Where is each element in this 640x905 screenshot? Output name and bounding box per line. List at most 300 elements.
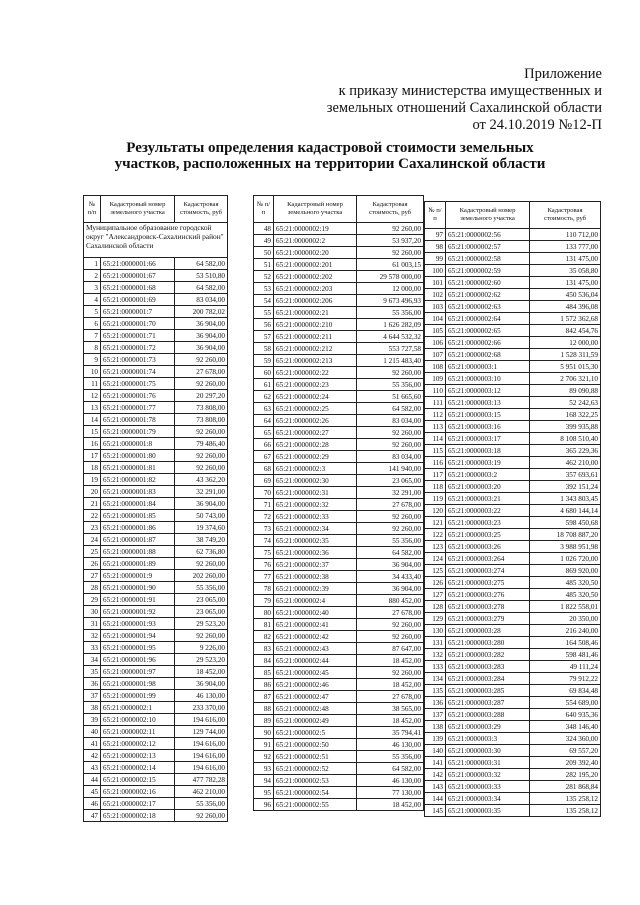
table-row xyxy=(254,271,424,283)
cadastral-value: 36 904,00 xyxy=(175,342,228,354)
cadastral-number: 65:21:0000002:203 xyxy=(274,283,357,295)
cadastral-value: 77 130,00 xyxy=(357,787,424,799)
table-row xyxy=(84,282,228,294)
row-number: 6 xyxy=(84,318,101,330)
row-number: 55 xyxy=(254,307,274,319)
cadastral-number: 65:21:0000002:65 xyxy=(446,325,530,337)
table-row xyxy=(254,283,424,295)
row-number: 71 xyxy=(254,499,274,511)
cadastral-number: 65:21:0000001:85 xyxy=(101,510,175,522)
cadastral-number: 65:21:0000003:285 xyxy=(446,685,530,697)
cadastral-value: 50 743,00 xyxy=(175,510,228,522)
order-appendix-header xyxy=(327,66,602,134)
row-number: 47 xyxy=(84,810,101,822)
cadastral-value: 32 291,00 xyxy=(175,486,228,498)
row-number: 107 xyxy=(425,349,446,361)
cadastral-number: 65:21:0000002:35 xyxy=(274,535,357,547)
cadastral-value: 392 151,24 xyxy=(530,481,601,493)
cadastral-value: 553 727,58 xyxy=(357,343,424,355)
cadastral-number: 65:21:0000003:31 xyxy=(446,757,530,769)
cadastral-value: 129 744,00 xyxy=(175,726,228,738)
row-number: 10 xyxy=(84,366,101,378)
row-number: 32 xyxy=(84,630,101,642)
row-number: 56 xyxy=(254,319,274,331)
row-number: 88 xyxy=(254,703,274,715)
cadastral-value: 27 678,00 xyxy=(357,499,424,511)
row-number: 75 xyxy=(254,547,274,559)
row-number: 121 xyxy=(425,517,446,529)
table-row xyxy=(425,265,601,277)
cadastral-value: 18 452,00 xyxy=(357,655,424,667)
cadastral-value: 53 937,20 xyxy=(357,235,424,247)
table-row xyxy=(254,583,424,595)
cadastral-number: 65:21:0000002:48 xyxy=(274,703,357,715)
cadastral-value: 462 210,00 xyxy=(175,786,228,798)
table-row xyxy=(84,546,228,558)
cadastral-number: 65:21:0000002:58 xyxy=(446,253,530,265)
row-number: 126 xyxy=(425,577,446,589)
cadastral-number: 65:21:0000003:35 xyxy=(446,805,530,817)
cadastral-number: 65:21:0000003:279 xyxy=(446,613,530,625)
cadastral-number: 65:21:0000002:64 xyxy=(446,313,530,325)
cadastral-number: 65:21:0000001:67 xyxy=(101,270,175,282)
row-number: 143 xyxy=(425,781,446,793)
cadastral-number: 65:21:0000002:51 xyxy=(274,751,357,763)
cadastral-number: 65:21:0000001:93 xyxy=(101,618,175,630)
cadastral-value: 1 026 720,00 xyxy=(530,553,601,565)
cadastral-number: 65:21:0000001:71 xyxy=(101,330,175,342)
cadastral-number: 65:21:0000002:55 xyxy=(274,799,357,811)
table-row xyxy=(254,667,424,679)
cadastral-number: 65:21:0000002:14 xyxy=(101,762,175,774)
table-row xyxy=(84,678,228,690)
cadastral-number: 65:21:0000001:75 xyxy=(101,378,175,390)
cadastral-value: 399 935,88 xyxy=(530,421,601,433)
cadastral-number: 65:21:0000003:23 xyxy=(446,517,530,529)
row-number: 46 xyxy=(84,798,101,810)
table-row xyxy=(254,535,424,547)
table-row xyxy=(425,697,601,709)
header-value: Кадастровая стоимость, руб xyxy=(530,202,601,229)
header-num: № п/п xyxy=(254,196,274,223)
row-number: 133 xyxy=(425,661,446,673)
cadastral-number: 65:21:0000001:90 xyxy=(101,582,175,594)
header-value: Кадастровая стоимость, руб xyxy=(357,196,424,223)
row-number: 3 xyxy=(84,282,101,294)
cadastral-number: 65:21:0000002:50 xyxy=(274,739,357,751)
row-number: 58 xyxy=(254,343,274,355)
cadastral-value: 92 260,00 xyxy=(175,426,228,438)
cadastral-value: 202 260,00 xyxy=(175,570,228,582)
document-title xyxy=(90,140,570,172)
cadastral-value: 69 557,20 xyxy=(530,745,601,757)
cadastral-number: 65:21:0000002:66 xyxy=(446,337,530,349)
cadastral-value: 133 777,00 xyxy=(530,241,601,253)
table-row xyxy=(254,223,424,235)
cadastral-value: 92 260,00 xyxy=(357,247,424,259)
row-number: 51 xyxy=(254,259,274,271)
cadastral-value: 73 808,00 xyxy=(175,414,228,426)
cadastral-number: 65:21:0000001:66 xyxy=(101,258,175,270)
row-number: 112 xyxy=(425,409,446,421)
row-number: 84 xyxy=(254,655,274,667)
cadastral-number: 65:21:0000001:78 xyxy=(101,414,175,426)
table-row xyxy=(254,343,424,355)
cadastral-number: 65:21:0000001:84 xyxy=(101,498,175,510)
cadastral-value: 462 210,00 xyxy=(530,457,601,469)
cadastral-number: 65:21:0000002:41 xyxy=(274,619,357,631)
row-number: 70 xyxy=(254,487,274,499)
cadastral-value: 135 258,12 xyxy=(530,805,601,817)
cadastral-number: 65:21:0000002:20 xyxy=(274,247,357,259)
cadastral-number: 65:21:0000003:283 xyxy=(446,661,530,673)
row-number: 80 xyxy=(254,607,274,619)
cadastral-value: 348 146,40 xyxy=(530,721,601,733)
cadastral-table-col-3 xyxy=(424,201,601,817)
table-row xyxy=(84,426,228,438)
table-row xyxy=(425,685,601,697)
row-number: 144 xyxy=(425,793,446,805)
cadastral-number: 65:21:0000003:21 xyxy=(446,493,530,505)
table-row xyxy=(254,487,424,499)
cadastral-value: 64 582,00 xyxy=(175,282,228,294)
cadastral-value: 194 616,00 xyxy=(175,750,228,762)
cadastral-number: 65:21:0000002:56 xyxy=(446,229,530,241)
table-row xyxy=(84,462,228,474)
table-row xyxy=(84,714,228,726)
row-number: 39 xyxy=(84,714,101,726)
cadastral-value: 43 362,20 xyxy=(175,474,228,486)
table-row xyxy=(84,726,228,738)
cadastral-value: 51 665,60 xyxy=(357,391,424,403)
table-row xyxy=(425,517,601,529)
cadastral-number: 65:21:0000003:32 xyxy=(446,769,530,781)
cadastral-number: 65:21:0000001:97 xyxy=(101,666,175,678)
table-row xyxy=(254,451,424,463)
table-row xyxy=(254,511,424,523)
cadastral-value: 598 481,46 xyxy=(530,649,601,661)
cadastral-value: 46 130,00 xyxy=(357,775,424,787)
cadastral-number: 65:21:0000003:16 xyxy=(446,421,530,433)
cadastral-number: 65:21:0000001:82 xyxy=(101,474,175,486)
table-row xyxy=(425,637,601,649)
cadastral-value: 19 374,60 xyxy=(175,522,228,534)
row-number: 73 xyxy=(254,523,274,535)
cadastral-value: 842 454,76 xyxy=(530,325,601,337)
row-number: 31 xyxy=(84,618,101,630)
cadastral-number: 65:21:0000001:89 xyxy=(101,558,175,570)
cadastral-value: 36 904,00 xyxy=(357,559,424,571)
cadastral-number: 65:21:0000002:212 xyxy=(274,343,357,355)
table-row xyxy=(84,498,228,510)
cadastral-number: 65:21:0000001:99 xyxy=(101,690,175,702)
cadastral-value: 36 904,00 xyxy=(175,318,228,330)
table-row xyxy=(425,421,601,433)
table-row xyxy=(425,613,601,625)
cadastral-value: 282 195,20 xyxy=(530,769,601,781)
row-number: 38 xyxy=(84,702,101,714)
table-row xyxy=(84,606,228,618)
cadastral-number: 65:21:0000002:32 xyxy=(274,499,357,511)
table-row xyxy=(84,330,228,342)
row-number: 2 xyxy=(84,270,101,282)
cadastral-value: 233 370,00 xyxy=(175,702,228,714)
table-row xyxy=(425,409,601,421)
order-date-number: от 24.10.2019 №12-П xyxy=(472,117,602,133)
cadastral-value: 8 108 510,40 xyxy=(530,433,601,445)
row-number: 14 xyxy=(84,414,101,426)
table-row xyxy=(425,505,601,517)
cadastral-value: 55 356,00 xyxy=(357,751,424,763)
table-row xyxy=(425,469,601,481)
cadastral-number: 65:21:0000003:26 xyxy=(446,541,530,553)
row-number: 50 xyxy=(254,247,274,259)
row-number: 89 xyxy=(254,715,274,727)
cadastral-number: 65:21:0000002:16 xyxy=(101,786,175,798)
table-row xyxy=(84,690,228,702)
cadastral-value: 1 626 282,09 xyxy=(357,319,424,331)
table-row xyxy=(84,798,228,810)
table-row xyxy=(425,337,601,349)
table-row xyxy=(84,570,228,582)
table-header-row xyxy=(425,202,601,229)
table-row xyxy=(425,241,601,253)
row-number: 66 xyxy=(254,439,274,451)
table-header-row xyxy=(254,196,424,223)
row-number: 69 xyxy=(254,475,274,487)
cadastral-value: 55 356,00 xyxy=(175,582,228,594)
table-row xyxy=(425,457,601,469)
cadastral-value: 79 912,22 xyxy=(530,673,601,685)
cadastral-number: 65:21:0000002:34 xyxy=(274,523,357,535)
table-row xyxy=(84,414,228,426)
cadastral-number: 65:21:0000002:210 xyxy=(274,319,357,331)
municipality-row xyxy=(84,223,228,258)
row-number: 72 xyxy=(254,511,274,523)
header-num: № п/п xyxy=(84,196,101,223)
cadastral-value: 46 130,00 xyxy=(357,739,424,751)
cadastral-value: 92 260,00 xyxy=(357,439,424,451)
row-number: 78 xyxy=(254,583,274,595)
table-row xyxy=(425,673,601,685)
appendix-label: Приложение xyxy=(524,66,602,82)
row-number: 41 xyxy=(84,738,101,750)
cadastral-number: 65:21:0000002:13 xyxy=(101,750,175,762)
cadastral-number: 65:21:0000002:17 xyxy=(101,798,175,810)
cadastral-value: 216 240,00 xyxy=(530,625,601,637)
table-row xyxy=(254,643,424,655)
cadastral-number: 65:21:0000002:26 xyxy=(274,415,357,427)
row-number: 64 xyxy=(254,415,274,427)
table-row xyxy=(84,306,228,318)
cadastral-number: 65:21:0000003:280 xyxy=(446,637,530,649)
cadastral-value: 35 058,80 xyxy=(530,265,601,277)
row-number: 116 xyxy=(425,457,446,469)
table-row xyxy=(84,618,228,630)
row-number: 113 xyxy=(425,421,446,433)
cadastral-number: 65:21:0000001:7 xyxy=(101,306,175,318)
cadastral-number: 65:21:0000002:21 xyxy=(274,307,357,319)
row-number: 34 xyxy=(84,654,101,666)
cadastral-number: 65:21:0000002:62 xyxy=(446,289,530,301)
row-number: 26 xyxy=(84,558,101,570)
table-row xyxy=(254,259,424,271)
cadastral-value: 18 452,00 xyxy=(357,679,424,691)
table-row xyxy=(84,642,228,654)
row-number: 79 xyxy=(254,595,274,607)
table-row xyxy=(425,793,601,805)
row-number: 15 xyxy=(84,426,101,438)
row-number: 45 xyxy=(84,786,101,798)
cadastral-value: 38 565,00 xyxy=(357,703,424,715)
cadastral-number: 65:21:0000002:30 xyxy=(274,475,357,487)
row-number: 92 xyxy=(254,751,274,763)
table-row xyxy=(425,805,601,817)
table-row xyxy=(84,258,228,270)
cadastral-value: 110 712,00 xyxy=(530,229,601,241)
row-number: 81 xyxy=(254,619,274,631)
table-row xyxy=(84,738,228,750)
cadastral-number: 65:21:0000002:63 xyxy=(446,301,530,313)
cadastral-value: 1 822 558,01 xyxy=(530,601,601,613)
cadastral-value: 34 433,40 xyxy=(357,571,424,583)
row-number: 136 xyxy=(425,697,446,709)
cadastral-number: 65:21:0000001:92 xyxy=(101,606,175,618)
cadastral-number: 65:21:0000003:20 xyxy=(446,481,530,493)
row-number: 74 xyxy=(254,535,274,547)
cadastral-value: 92 260,00 xyxy=(175,378,228,390)
cadastral-value: 200 782,02 xyxy=(175,306,228,318)
table-row xyxy=(425,721,601,733)
table-row xyxy=(254,799,424,811)
cadastral-value: 92 260,00 xyxy=(175,630,228,642)
cadastral-number: 65:21:0000002:37 xyxy=(274,559,357,571)
cadastral-value: 324 360,00 xyxy=(530,733,601,745)
cadastral-number: 65:21:0000001:86 xyxy=(101,522,175,534)
row-number: 82 xyxy=(254,631,274,643)
cadastral-value: 92 260,00 xyxy=(175,450,228,462)
row-number: 24 xyxy=(84,534,101,546)
row-number: 35 xyxy=(84,666,101,678)
row-number: 7 xyxy=(84,330,101,342)
cadastral-number: 65:21:0000003:13 xyxy=(446,397,530,409)
table-row xyxy=(84,522,228,534)
table-row xyxy=(84,750,228,762)
cadastral-number: 65:21:0000002:49 xyxy=(274,715,357,727)
row-number: 123 xyxy=(425,541,446,553)
table-row xyxy=(254,475,424,487)
table-row xyxy=(84,654,228,666)
table-row xyxy=(84,810,228,822)
cadastral-number: 65:21:0000001:68 xyxy=(101,282,175,294)
cadastral-value: 484 396,08 xyxy=(530,301,601,313)
cadastral-number: 65:21:0000003:28 xyxy=(446,625,530,637)
table-row xyxy=(425,553,601,565)
cadastral-number: 65:21:0000002:22 xyxy=(274,367,357,379)
cadastral-number: 65:21:0000003:15 xyxy=(446,409,530,421)
cadastral-value: 27 678,00 xyxy=(357,691,424,703)
table-row xyxy=(84,510,228,522)
table-row xyxy=(84,474,228,486)
cadastral-value: 29 523,20 xyxy=(175,618,228,630)
cadastral-number: 65:21:0000001:83 xyxy=(101,486,175,498)
row-number: 106 xyxy=(425,337,446,349)
table-row xyxy=(254,331,424,343)
row-number: 140 xyxy=(425,745,446,757)
cadastral-number: 65:21:0000003:264 xyxy=(446,553,530,565)
cadastral-value: 64 582,00 xyxy=(357,547,424,559)
cadastral-number: 65:21:0000002:24 xyxy=(274,391,357,403)
cadastral-value: 83 034,00 xyxy=(175,294,228,306)
table-row xyxy=(254,427,424,439)
row-number: 48 xyxy=(254,223,274,235)
cadastral-number: 65:21:0000002:213 xyxy=(274,355,357,367)
cadastral-value: 3 988 951,98 xyxy=(530,541,601,553)
row-number: 33 xyxy=(84,642,101,654)
table-row xyxy=(254,547,424,559)
cadastral-number: 65:21:0000002:60 xyxy=(446,277,530,289)
cadastral-value: 131 475,00 xyxy=(530,277,601,289)
cadastral-value: 1 572 362,68 xyxy=(530,313,601,325)
cadastral-number: 65:21:0000002:43 xyxy=(274,643,357,655)
cadastral-value: 12 000,00 xyxy=(530,337,601,349)
row-number: 120 xyxy=(425,505,446,517)
table-row xyxy=(254,727,424,739)
table-row xyxy=(254,319,424,331)
row-number: 54 xyxy=(254,295,274,307)
row-number: 37 xyxy=(84,690,101,702)
table-row xyxy=(84,402,228,414)
row-number: 108 xyxy=(425,361,446,373)
cadastral-number: 65:21:0000001:9 xyxy=(101,570,175,582)
cadastral-number: 65:21:0000003:18 xyxy=(446,445,530,457)
cadastral-value: 554 689,00 xyxy=(530,697,601,709)
table-row xyxy=(254,355,424,367)
table-row xyxy=(425,541,601,553)
row-number: 128 xyxy=(425,601,446,613)
cadastral-number: 65:21:0000001:87 xyxy=(101,534,175,546)
cadastral-value: 69 834,48 xyxy=(530,685,601,697)
cadastral-value: 365 229,36 xyxy=(530,445,601,457)
cadastral-value: 194 616,00 xyxy=(175,738,228,750)
cadastral-number: 65:21:0000002:25 xyxy=(274,403,357,415)
row-number: 111 xyxy=(425,397,446,409)
table-row xyxy=(254,391,424,403)
table-row xyxy=(425,313,601,325)
table-row xyxy=(254,295,424,307)
row-number: 13 xyxy=(84,402,101,414)
row-number: 40 xyxy=(84,726,101,738)
cadastral-number: 65:21:0000002:31 xyxy=(274,487,357,499)
cadastral-value: 29 578 000,00 xyxy=(357,271,424,283)
cadastral-number: 65:21:0000001:80 xyxy=(101,450,175,462)
cadastral-number: 65:21:0000002:23 xyxy=(274,379,357,391)
cadastral-number: 65:21:0000002:202 xyxy=(274,271,357,283)
row-number: 129 xyxy=(425,613,446,625)
row-number: 83 xyxy=(254,643,274,655)
cadastral-value: 55 356,00 xyxy=(357,379,424,391)
cadastral-value: 36 904,00 xyxy=(175,498,228,510)
cadastral-value: 23 065,00 xyxy=(175,606,228,618)
cadastral-number: 65:21:0000002:29 xyxy=(274,451,357,463)
row-number: 110 xyxy=(425,385,446,397)
row-number: 9 xyxy=(84,354,101,366)
cadastral-value: 9 673 496,93 xyxy=(357,295,424,307)
cadastral-number: 65:21:0000003:34 xyxy=(446,793,530,805)
cadastral-value: 880 452,00 xyxy=(357,595,424,607)
row-number: 124 xyxy=(425,553,446,565)
cadastral-number: 65:21:0000002:19 xyxy=(274,223,357,235)
